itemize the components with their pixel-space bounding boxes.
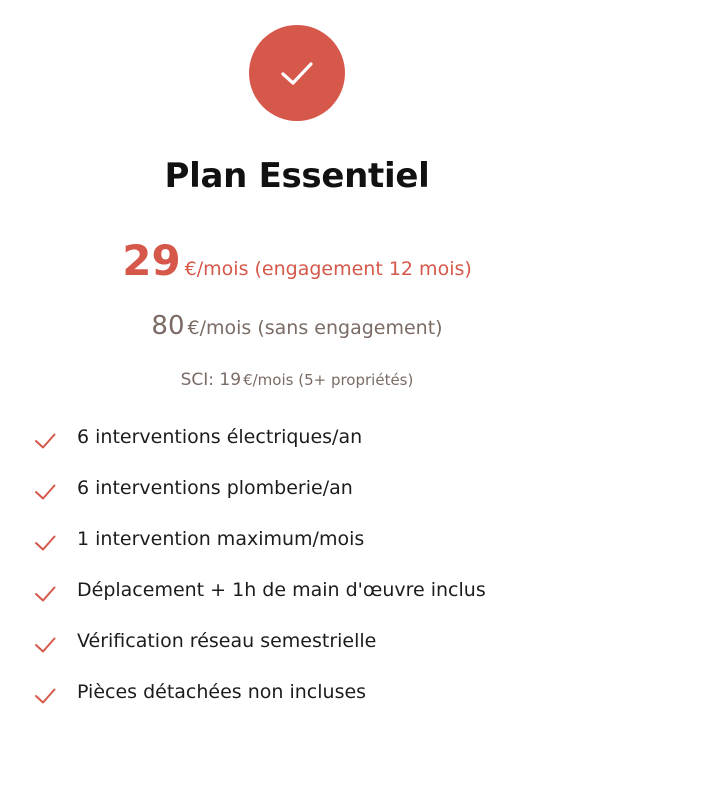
feature-text: Déplacement + 1h de main d'œuvre inclus [77, 579, 486, 601]
feature-item [34, 679, 486, 730]
feature-text: 6 interventions plomberie/an [77, 477, 353, 499]
feature-text: Vérification réseau semestrielle [77, 630, 377, 652]
check-icon [34, 483, 56, 501]
check-icon [34, 585, 56, 603]
price-no-engagement-amount: 80 [151, 311, 185, 341]
price-sci [0, 370, 594, 390]
feature-list [34, 424, 486, 730]
feature-item [34, 475, 486, 526]
feature-item [34, 577, 486, 628]
price-engagement-suffix: €/mois (engagement 12 mois) [184, 258, 472, 280]
check-icon [34, 534, 56, 552]
plan-title: Plan Essentiel [164, 156, 430, 196]
feature-item [34, 526, 486, 577]
price-engagement [0, 236, 594, 285]
price-engagement-amount: 29 [122, 236, 181, 285]
feature-item [34, 424, 486, 475]
check-icon [34, 687, 56, 705]
check-icon [34, 432, 56, 450]
price-sci-lead: SCI: 19 [180, 370, 242, 390]
check-icon [277, 53, 317, 93]
plan-check-badge [249, 25, 345, 121]
feature-item [34, 628, 486, 679]
price-no-engagement-suffix: €/mois (sans engagement) [187, 317, 443, 339]
check-icon [34, 636, 56, 654]
price-no-engagement [0, 311, 594, 341]
feature-text: 6 interventions électriques/an [77, 426, 363, 448]
feature-text: 1 intervention maximum/mois [77, 528, 365, 550]
price-sci-suffix: €/mois (5+ propriétés) [243, 371, 414, 389]
feature-text: Pièces détachées non incluses [77, 681, 367, 703]
